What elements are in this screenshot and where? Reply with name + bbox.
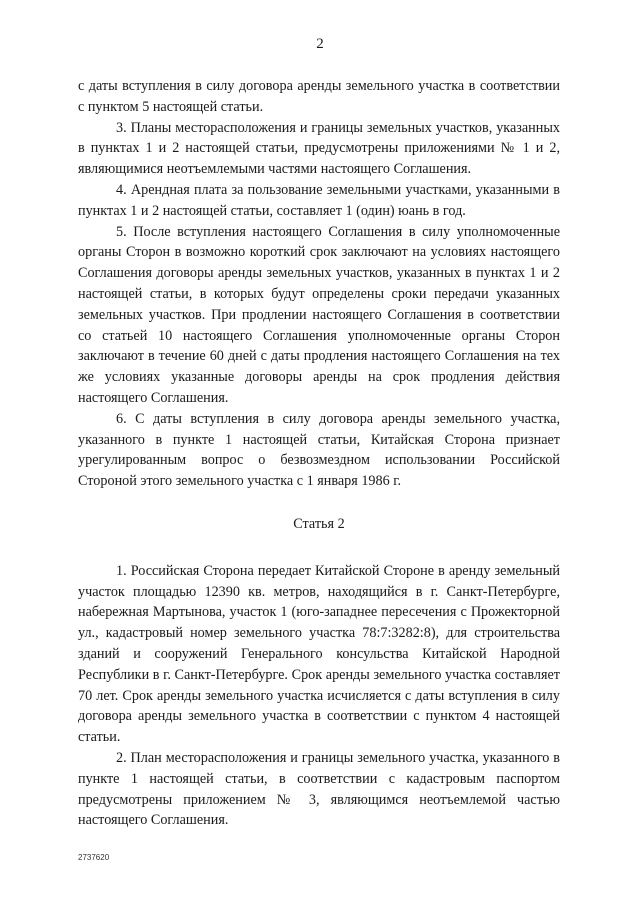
article2-paragraph-1: 1. Российская Сторона передает Китайской Стороне в аренду земельный участок площадью 12390 кв. метров, находящийся в г. Санкт-Петербурге, набережная Мартынова, участок 1 (юго-западнее пересечения с Прожекторной ул., кадастровый номер земельного участка 78:7:3282:8), для строительства зданий и сооружений Генерального консульства Китайской Народной Республики в г. Санкт-Петербурге. Срок аренды земельного участка составляет 70 лет. Срок аренды земельного участка исчисляется с даты вступления в силу договора аренды земельного участка в соответствии с пунктом 4 настоящей статьи.: [78, 562, 560, 746]
article-heading: Статья 2: [293, 515, 345, 532]
page-number: 2: [316, 36, 324, 52]
article2-paragraph-2: 2. План месторасположения и границы земельного участка, указанного в пункте 1 настоящей статьи, в соответствии с кадастровым паспортом предусмотрены приложением № 3, являющимся неотъемлемой частью настоящего Соглашения.: [78, 749, 560, 829]
document-code: 2737620: [78, 853, 110, 862]
paragraph-item-3: 3. Планы месторасположения и границы земельных участков, указанных в пунктах 1 и 2 настоящей статьи, предусмотрены приложениями № 1 и 2, являющимися неотъемлемыми частями настоящего Соглашения.: [78, 119, 560, 178]
paragraph-item-5: 5. После вступления настоящего Соглашения в силу уполномоченные органы Сторон в возможно короткий срок заключают на условиях настоящего Соглашения договоры аренды земельных участков, указанных в пунктах 1 и 2 настоящей статьи, в которых будут определены сроки передачи указанных земельных участков. При продлении настоящего Соглашения в соответствии со статьей 10 настоящего Соглашения уполномоченные органы Сторон заключают в течение 60 дней с даты продления настоящего Соглашения на тех же условиях указанные договоры аренды на срок продления действия настоящего Соглашения.: [78, 223, 560, 406]
paragraph-continuation: с даты вступления в силу договора аренды земельного участка в соответствии с пунктом 5 настоящей статьи.: [78, 78, 560, 115]
document-body: [78, 76, 560, 831]
paragraph-item-4: 4. Арендная плата за пользование земельными участками, указанными в пунктах 1 и 2 настоящей статьи, составляет 1 (один) юань в год.: [78, 181, 560, 219]
paragraph-item-6: 6. С даты вступления в силу договора аренды земельного участка, указанного в пункте 1 настоящей статьи, Китайская Сторона признает урегулированным вопрос о безвозмездном использовании Российской Стороной этого земельного участка с 1 января 1986 г.: [78, 410, 560, 490]
